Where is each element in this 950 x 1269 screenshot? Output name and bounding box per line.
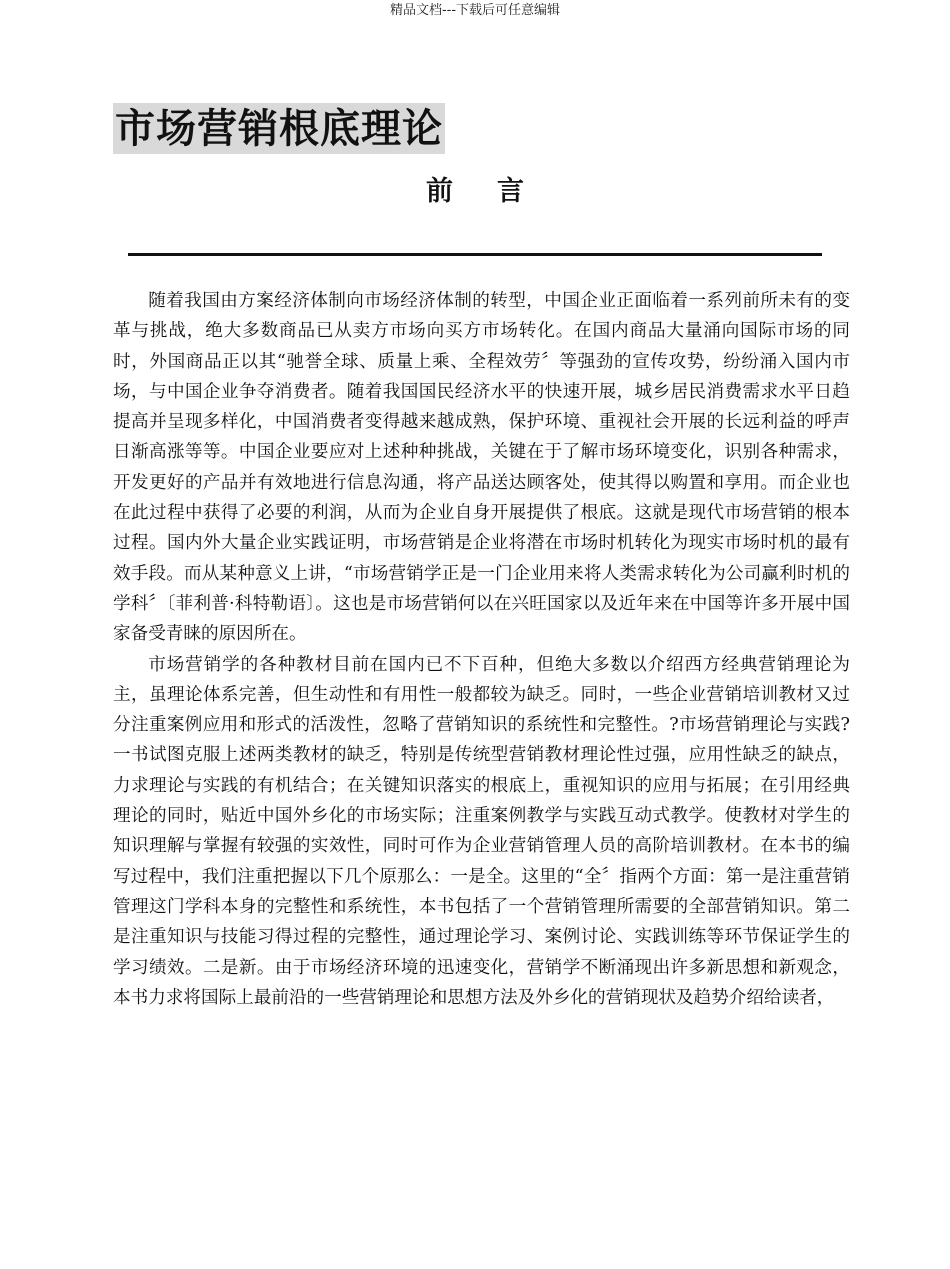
body-paragraph-2: 市场营销学的各种教材目前在国内已不下百种，但绝大多数以介绍西方经典营销理论为主，虽理论体系完善，但生动性和有用性一般都较为缺乏。同时，一些企业营销培训教材又过分注重案例应用和形式的活泼性，忽略了营销知识的系统性和完整性。?市场营销理论与实践?一书试图克服上述两类教材的缺乏，特别是传统型营销教材理论性过强，应用性缺乏的缺点，力求理论与实践的有机结合；在关键知识落实的根底上，重视知识的应用与拓展；在引用经典理论的同时，贴近中国外乡化的市场实际；注重案例教学与实践互动式教学。使教材对学生的知识理解与掌握有较强的实效性，同时可作为企业营销管理人员的高阶培训教材。在本书的编写过程中，我们注重把握以下几个原那么：一是全。这里的“全〞指两个方面：第一是注重营销管理这门学科本身的完整性和系统性，本书包括了一个营销管理所需要的全部营销知识。第二是注重知识与技能习得过程的完整性，通过理论学习、案例讨论、实践训练等环节保证学生的学习绩效。二是新。由于市场经济环境的迅速变化，营销学不断涌现出许多新思想和新观念，本书力求将国际上最前沿的一些营销理论和思想方法及外乡化的营销现状及趋势介绍给读者， [113,654,850,1008]
document-body [113,286,850,1013]
body-paragraph-1: 随着我国由方案经济体制向市场经济体制的转型，中国企业正面临着一系列前所未有的变革与挑战，绝大多数商品已从卖方市场向买方市场转化。在国内商品大量涌向国际市场的同时，外国商品正以其“驰誉全球、质量上乘、全程效劳〞等强劲的宣传攻势，纷纷涌入国内市场，与中国企业争夺消费者。随着我国国民经济水平的快速开展，城乡居民消费需求水平日趋提高并呈现多样化，中国消费者变得越来越成熟，保护环境、重视社会开展的长远利益的呼声日渐高涨等等。中国企业要应对上述种种挑战，关键在于了解市场环境变化，识别各种需求，开发更好的产品并有效地进行信息沟通，将产品送达顾客处，使其得以购置和享用。而企业也在此过程中获得了必要的利润，从而为企业自身开展提供了根底。这就是现代市场营销的根本过程。国内外大量企业实践证明，市场营销是企业将潜在市场时机转化为现实市场时机的最有效手段。而从某种意义上讲，“市场营销学正是一门企业用来将人类需求转化为公司赢利时机的学科〞〔菲利普·科特勒语〕。这也是市场营销何以在兴旺国家以及近年来在中国等许多开展中国家备受青睐的原因所在。 [113,291,850,645]
page-header: 精品文档---下载后可任意编辑 [389,3,561,18]
section-heading-preface: 前言 [426,176,568,207]
heading-divider [128,253,822,256]
document-title: 市场营销根底理论 [115,105,443,152]
